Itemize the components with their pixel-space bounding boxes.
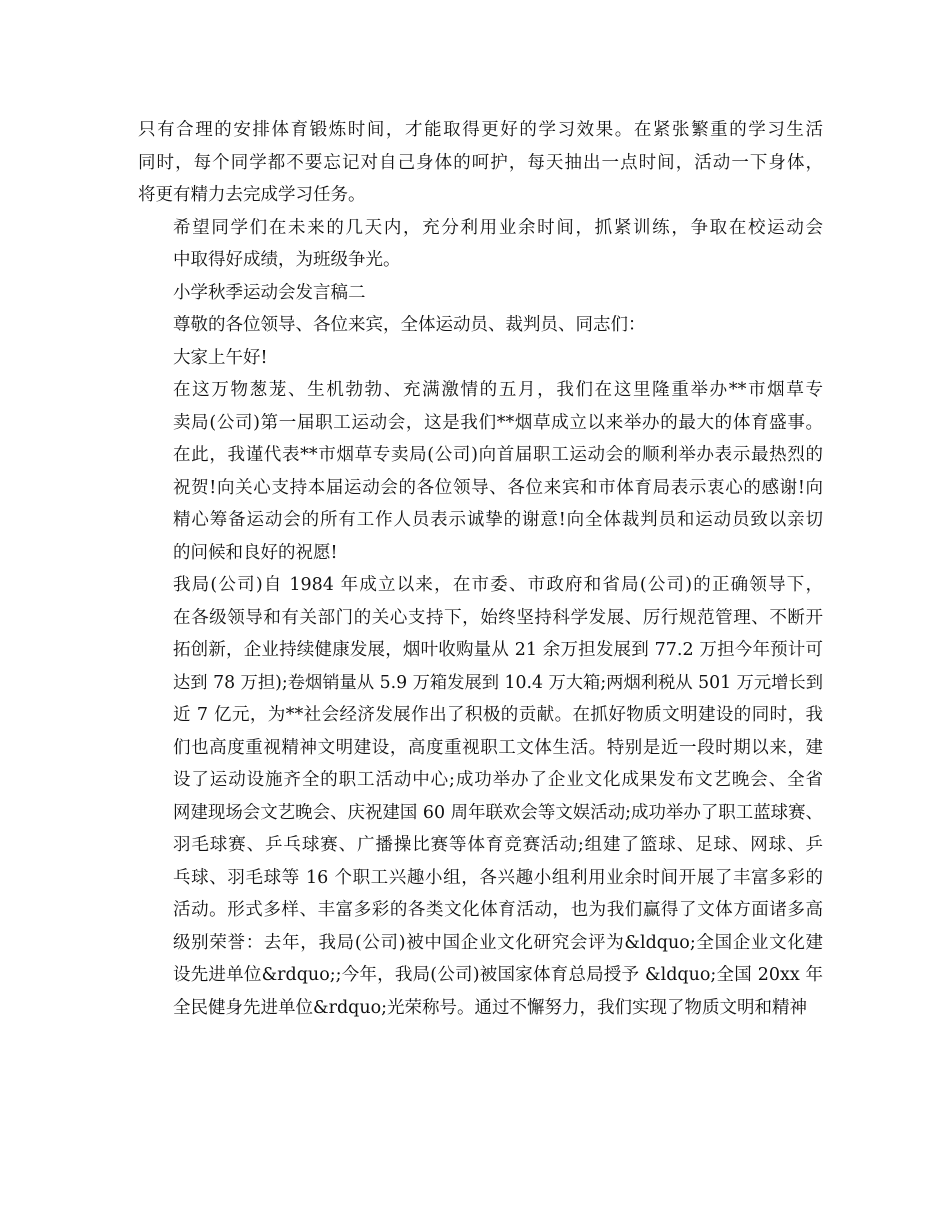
text-line: 活动。形式多样、丰富多彩的各类文化体育活动，也为我们赢得了文体方面诸多高	[173, 900, 823, 920]
text-line: 我局(公司)自 1984 年成立以来，在市委、市政府和省局(公司)的正确领导下，	[173, 575, 823, 595]
text-line: 大家上午好!	[173, 347, 268, 368]
document-body	[138, 114, 823, 1024]
text-line: 在此，我谨代表**市烟草专卖局(公司)向首届职工运动会的顺利举办表示最热烈的	[173, 445, 823, 465]
text-line: 精心筹备运动会的所有工作人员表示诚挚的谢意!向全体裁判员和运动员致以亲切	[173, 510, 823, 530]
text-line: 设了运动设施齐全的职工活动中心;成功举办了企业文化成果发布文艺晚会、全省	[173, 770, 823, 790]
text-line: 同时，每个同学都不要忘记对自己身体的呵护，每天抽出一点时间，活动一下身体，	[138, 152, 823, 173]
paragraph	[138, 569, 823, 1024]
text-line: 在各级领导和有关部门的关心支持下，始终坚持科学发展、厉行规范管理、不断开	[173, 607, 823, 628]
paragraph	[138, 374, 823, 569]
text-line: 祝贺!向关心支持本届运动会的各位领导、各位来宾和市体育局表示衷心的感谢!向	[173, 477, 823, 498]
text-line: 全民健身先进单位&rdquo;光荣称号。通过不懈努力，我们实现了物质文明和精神	[173, 997, 808, 1018]
text-line: 的问候和良好的祝愿!	[173, 542, 338, 563]
paragraph	[138, 342, 823, 375]
text-line: 们也高度重视精神文明建设，高度重视职工文体生活。特别是近一段时期以来，建	[173, 737, 823, 758]
paragraph	[138, 309, 823, 342]
text-line: 只有合理的安排体育锻炼时间，才能取得更好的学习效果。在紧张繁重的学习生活	[138, 120, 823, 140]
text-line: 羽毛球赛、乒乓球赛、广播操比赛等体育竞赛活动;组建了篮球、足球、网球、乒	[173, 835, 823, 855]
text-line: 中取得好成绩，为班级争光。	[173, 250, 401, 270]
text-line: 级别荣誉：去年，我局(公司)被中国企业文化研究会评为&ldquo;全国企业文化建	[173, 932, 823, 953]
paragraph	[138, 212, 823, 277]
text-line: 小学秋季运动会发言稿二	[173, 282, 366, 303]
text-line: 尊敬的各位领导、各位来宾，全体运动员、裁判员、同志们：	[173, 315, 646, 335]
text-line: 希望同学们在未来的几天内，充分利用业余时间，抓紧训练，争取在校运动会	[173, 217, 823, 238]
text-line: 近 7 亿元，为**社会经济发展作出了积极的贡献。在抓好物质文明建设的同时，我	[173, 705, 823, 725]
text-line: 将更有精力去完成学习任务。	[138, 185, 366, 205]
paragraph	[138, 114, 823, 212]
text-line: 在这万物葱茏、生机勃勃、充满激情的五月，我们在这里隆重举办**市烟草专	[173, 380, 823, 400]
text-line: 网建现场会文艺晚会、庆祝建国 60 周年联欢会等文娱活动;成功举办了职工蓝球赛、	[173, 802, 823, 823]
text-line: 设先进单位&rdquo;;今年，我局(公司)被国家体育总局授予 &ldquo;全国 20xx 年	[173, 965, 823, 985]
text-line: 达到 78 万担);卷烟销量从 5.9 万箱发展到 10.4 万大箱;两烟利税从 501 万元增长到	[173, 672, 823, 693]
paragraph	[138, 277, 823, 310]
text-line: 拓创新，企业持续健康发展，烟叶收购量从 21 余万担发展到 77.2 万担今年预计可	[173, 640, 823, 660]
text-line: 卖局(公司)第一届职工运动会，这是我们**烟草成立以来举办的最大的体育盛事。	[173, 412, 823, 433]
text-line: 乓球、羽毛球等 16 个职工兴趣小组，各兴趣小组利用业余时间开展了丰富多彩的	[173, 867, 823, 888]
